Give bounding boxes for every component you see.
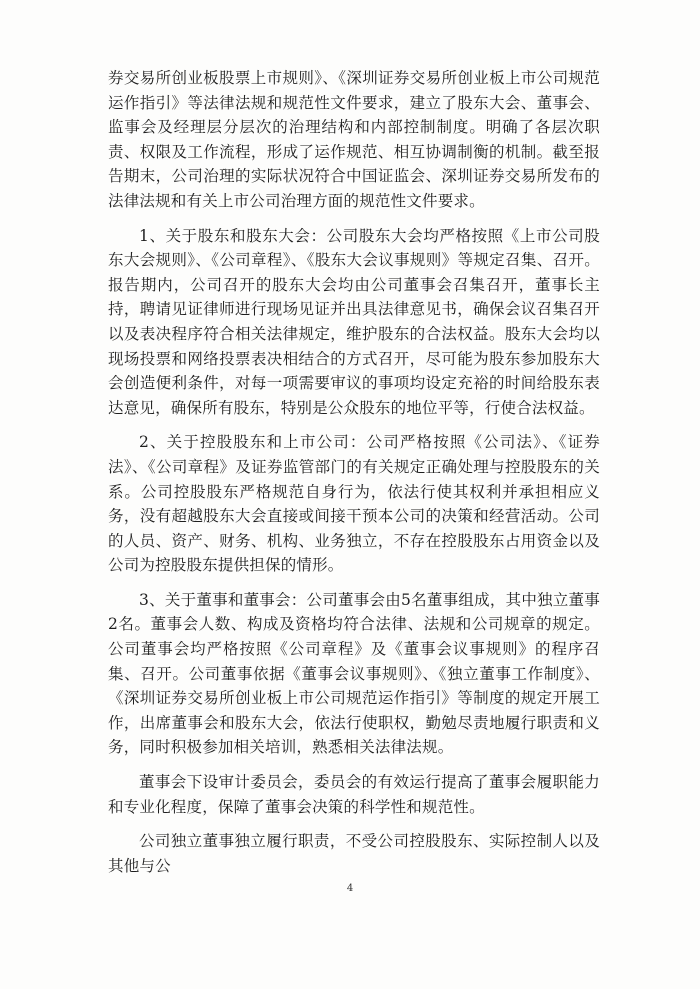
paragraph-governance-overview: 券交易所创业板股票上市规则》、《深圳证券交易所创业板上市公司规范运作指引》等法律法规和规范性文件要求，建立了股东大会、董事会、监事会及经理层分层次的治理结构和内部控制制度。明确了各层次职责、权限及工作流程，形成了运作规范、相互协调制衡的机制。截至报告期末，公司治理的实际状况符合中国证监会、深圳证券交易所发布的法律法规和有关上市公司治理方面的规范性文件要求。 (108, 69, 600, 210)
document-body (108, 66, 600, 878)
paragraph-controlling-shareholder: 2、关于控股股东和上市公司：公司严格按照《公司法》、《证券法》、《公司章程》及证券监管部门的有关规定正确处理与控股股东的关系。公司控股股东严格规范自身行为，依法行使其权利并承担相应义务，没有超越股东大会直接或间接干预本公司的决策和经营活动。公司的人员、资产、财务、机构、业务独立，不存在控股股东占用资金以及公司为控股股东提供担保的情形。 (108, 433, 600, 575)
paragraph-gap (108, 819, 600, 829)
paragraph-shareholders-meeting: 1、关于股东和股东大会：公司股东大会均严格按照《上市公司股东大会规则》、《公司章程》、《股东大会议事规则》等规定召集、召开。报告期内，公司召开的股东大会均由公司董事会召集召开，董事长主持，聘请见证律师进行现场见证并出具法律意见书，确保会议召集召开以及表决程序符合相关法律规定，维护股东的合法权益。股东大会均以现场投票和网络投票表决相结合的方式召开，尽可能为股东参加股东大会创造便利条件，对每一项需要审议的事项均设定充裕的时间给股东表达意见，确保所有股东，特别是公众股东的地位平等，行使合法权益。 (108, 226, 600, 417)
paragraph-gap (108, 420, 600, 430)
paragraph-audit-committee: 董事会下设审计委员会，委员会的有效运行提高了董事会履职能力和专业化程度，保障了董事会决策的科学性和规范性。 (108, 773, 600, 816)
paragraph-gap (108, 760, 600, 770)
page-number: 4 (346, 883, 354, 894)
paragraph-gap (108, 578, 600, 588)
paragraph-independent-directors: 公司独立董事独立履行职责，不受公司控股股东、实际控制人以及其他与公 (108, 832, 600, 875)
paragraph-board-of-directors: 3、关于董事和董事会：公司董事会由5名董事组成，其中独立董事2名。董事会人数、构成及资格均符合法律、法规和公司规章的规定。公司董事会均严格按照《公司章程》及《董事会议事规则》的程序召集、召开。公司董事依据《董事会议事规则》、《独立董事工作制度》、《深圳证券交易所创业板上市公司规范运作指引》等制度的规定开展工作，出席董事会和股东大会，依法行使职权，勤勉尽责地履行职责和义务，同时积极参加相关培训，熟悉相关法律法规。 (108, 590, 600, 757)
paragraph-gap (108, 214, 600, 224)
